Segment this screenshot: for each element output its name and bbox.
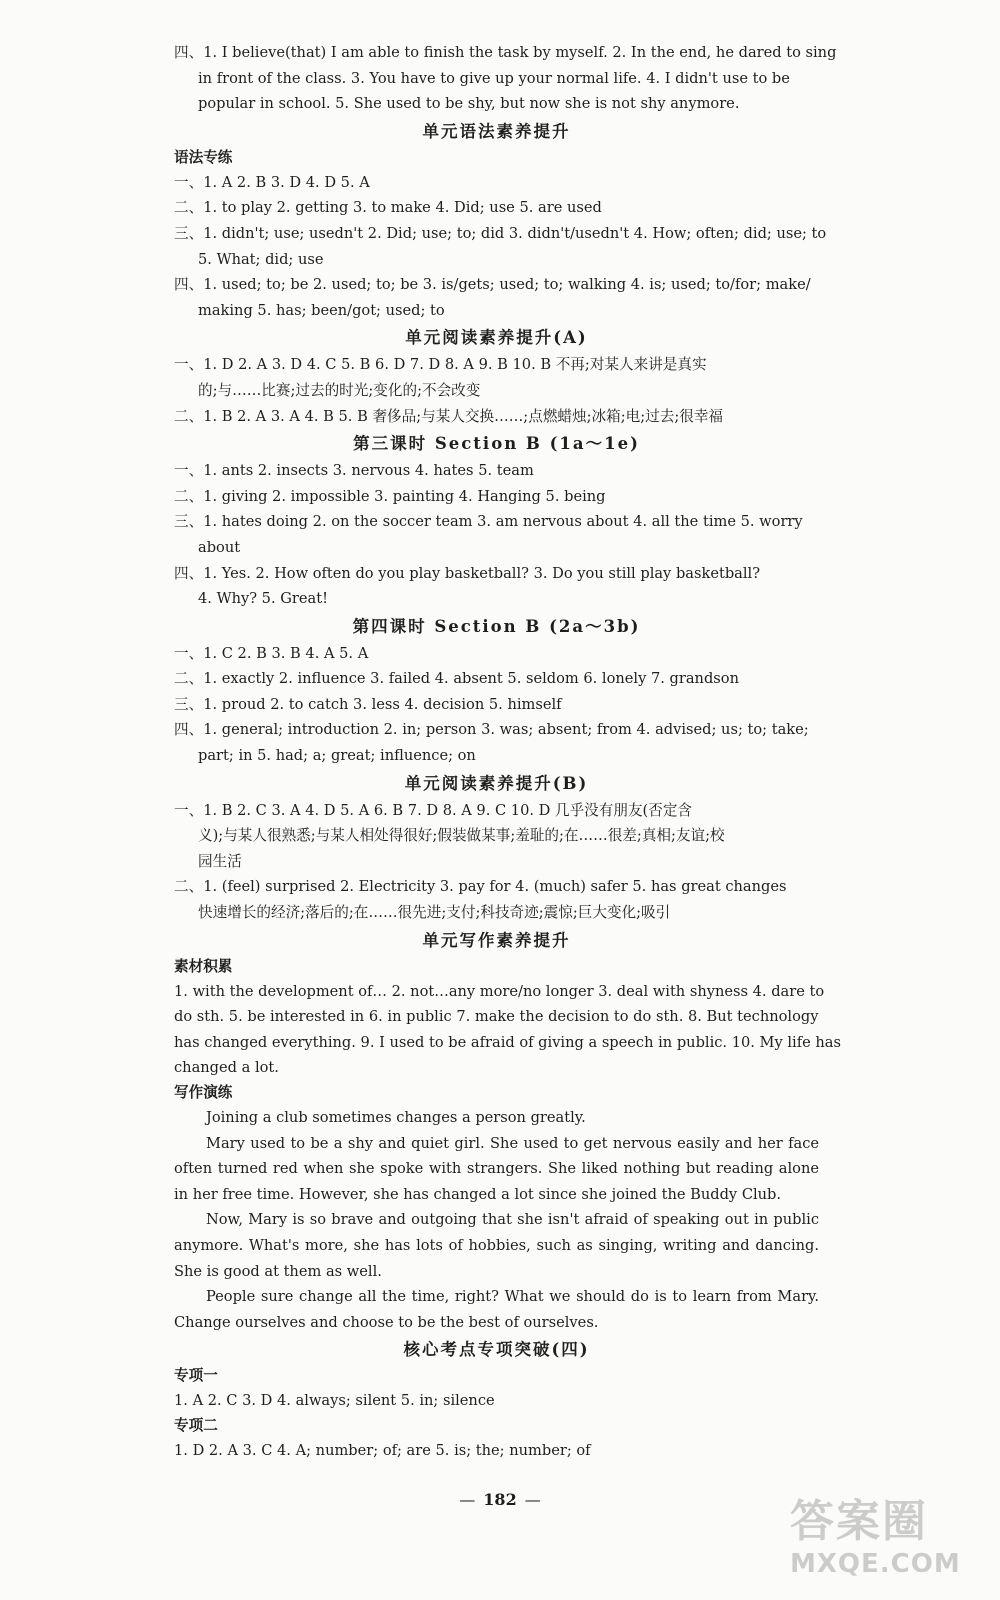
- answer-line: 三、1. proud 2. to catch 3. less 4. decision 5. himself: [174, 695, 562, 713]
- answer-line: 二、1. exactly 2. influence 3. failed 4. absent 5. seldom 6. lonely 7. grandson: [174, 670, 739, 688]
- watermark-url: MXQE.COM: [790, 1549, 961, 1579]
- answer-line: 一、1. C 2. B 3. B 4. A 5. A: [174, 644, 369, 662]
- answer-line: 四、1. Yes. 2. How often do you play basketball? 3. Do you still play basketball?: [174, 564, 761, 582]
- section-heading-grammar: 单元语法素养提升: [422, 121, 571, 141]
- answer-line: part; in 5. had; a; great; influence; on: [198, 747, 476, 765]
- answer-line: 四、1. I believe(that) I am able to finish the task by myself. 2. In the end, he dared to sing: [174, 44, 837, 61]
- section-heading-reading-b: 单元阅读素养提升(B): [404, 773, 589, 793]
- answer-line: do sth. 5. be interested in 6. in public 7. make the decision to do sth. 8. But technology: [174, 1008, 819, 1026]
- answer-line: 快速增长的经济;落后的;在……很先进;支付;科技奇迹;震惊;巨大变化;吸引: [198, 904, 671, 922]
- answer-line: 1. with the development of… 2. not…any more/no longer 3. deal with shyness 4. dare to: [174, 982, 825, 1000]
- section-heading-core: 核心考点专项突破(四): [403, 1340, 590, 1360]
- subheading: 专项一: [174, 1367, 218, 1385]
- answer-line: 三、1. didn't; use; usedn't 2. Did; use; to; did 3. didn't/usedn't 4. How; often; did; use; to: [174, 224, 827, 242]
- subheading: 写作演练: [174, 1084, 233, 1101]
- answer-line: 二、1. B 2. A 3. A 4. B 5. B 奢侈品;与某人交换……;点燃蜡烛;冰箱;电;过去;很幸福: [174, 407, 724, 425]
- answer-line: 一、1. ants 2. insects 3. nervous 4. hates 5. team: [174, 462, 534, 480]
- answer-line: 三、1. hates doing 2. on the soccer team 3. am nervous about 4. all the time 5. worry: [174, 513, 803, 531]
- answer-line: 二、1. to play 2. getting 3. to make 4. Did; use 5. are used: [174, 199, 602, 217]
- section-heading-lesson-4: 第四课时 Section B (2a～3b): [352, 616, 641, 636]
- answer-line: 4. Why? 5. Great!: [198, 590, 328, 608]
- essay-paragraph: Now, Mary is so brave and outgoing that she isn't afraid of speaking out in public anymore. What's more, she has lots of hobbies, such as singing, writing and dancing. She is good at them as well.: [174, 1211, 819, 1280]
- page-dash: —: [459, 1490, 476, 1509]
- answer-line: 的;与……比赛;过去的时光;变化的;不会改变: [198, 381, 481, 399]
- answer-line: 二、1. giving 2. impossible 3. painting 4. Hanging 5. being: [174, 487, 606, 505]
- answer-line: 1. D 2. A 3. C 4. A; number; of; are 5. is; the; number; of: [174, 1441, 591, 1459]
- answer-line: 1. A 2. C 3. D 4. always; silent 5. in; silence: [174, 1392, 495, 1410]
- essay-paragraph: Joining a club sometimes changes a person greatly.: [206, 1109, 586, 1126]
- answer-line: 一、1. A 2. B 3. D 4. D 5. A: [174, 173, 370, 191]
- page-number-value: 182: [483, 1490, 517, 1509]
- section-heading-lesson-3: 第三课时 Section B (1a～1e): [353, 434, 640, 454]
- watermark-logo: [790, 1495, 980, 1590]
- answer-line: 一、1. D 2. A 3. D 4. C 5. B 6. D 7. D 8. A 9. B 10. B 不再;对某人来讲是真实: [174, 356, 707, 374]
- answer-line: making 5. has; been/got; used; to: [198, 301, 445, 319]
- subheading: 语法专练: [174, 148, 233, 166]
- answer-line: 四、1. general; introduction 2. in; person 3. was; absent; from 4. advised; us; to; take;: [174, 721, 809, 739]
- watermark-title: 答案圈: [790, 1496, 928, 1547]
- section-heading-writing: 单元写作素养提升: [422, 930, 571, 950]
- subheading: 素材积累: [174, 957, 233, 975]
- answer-line: about: [198, 538, 241, 556]
- answer-line: has changed everything. 9. I used to be afraid of giving a speech in public. 10. My life has: [174, 1033, 841, 1051]
- answer-line: 二、1. (feel) surprised 2. Electricity 3. pay for 4. (much) safer 5. has great changes: [174, 878, 787, 896]
- answer-line: 四、1. used; to; be 2. used; to; be 3. is/gets; used; to; walking 4. is; used; to/for; make/: [174, 276, 811, 294]
- section-heading-reading-a: 单元阅读素养提升(A): [405, 328, 588, 348]
- answer-line: 园生活: [198, 852, 242, 870]
- page-dash: —: [524, 1490, 541, 1509]
- subheading: 专项二: [174, 1416, 218, 1434]
- answer-line: changed a lot.: [174, 1059, 279, 1077]
- answer-line: popular in school. 5. She used to be shy, but now she is not shy anymore.: [198, 95, 740, 113]
- answer-line: 义);与某人很熟悉;与某人相处得很好;假装做某事;羞耻的;在……很差;真相;友谊;校: [198, 827, 725, 845]
- answer-line: 一、1. B 2. C 3. A 4. D 5. A 6. B 7. D 8. A 9. C 10. D 几乎没有朋友(否定含: [174, 801, 693, 819]
- answer-page: [174, 40, 841, 1464]
- answer-line: 5. What; did; use: [198, 250, 324, 268]
- answer-line: in front of the class. 3. You have to give up your normal life. 4. I didn't use to be: [198, 69, 790, 87]
- essay-paragraph: Mary used to be a shy and quiet girl. She used to get nervous easily and her face often turned red when she spoke with strangers. She liked nothing but reading alone in her free time. However, she has changed a lot since she joined the Buddy Club.: [174, 1134, 819, 1203]
- essay-paragraph: People sure change all the time, right? What we should do is to learn from Mary. Change ourselves and choose to be the best of ourselves.: [174, 1288, 819, 1331]
